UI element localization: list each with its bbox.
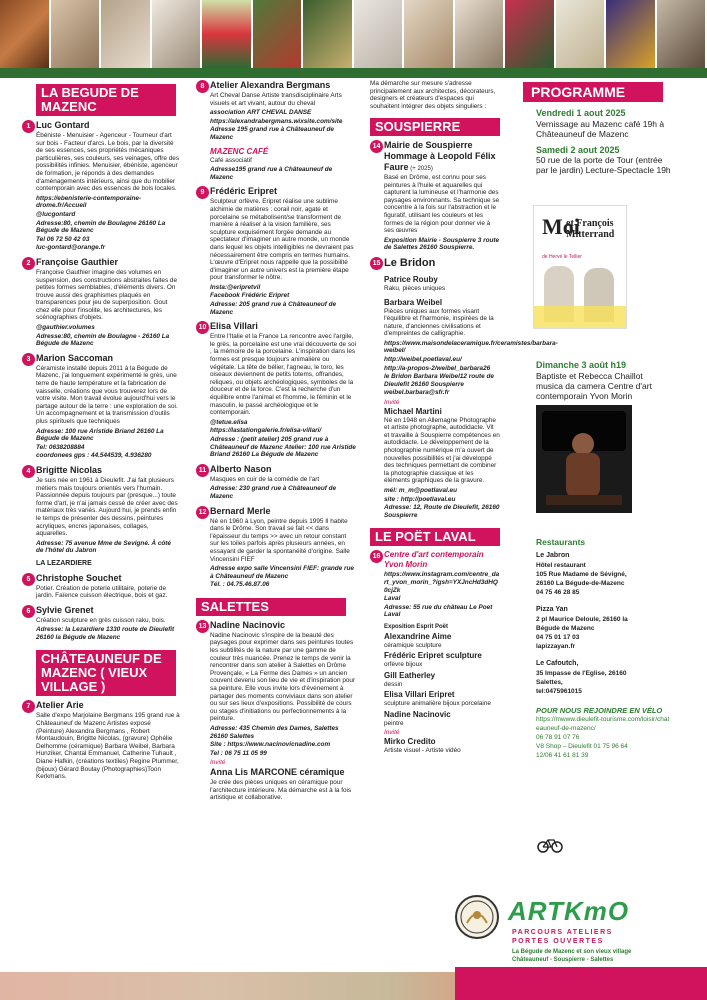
programme-title: PROGRAMME xyxy=(523,82,663,102)
entry-4: 4 Brigitte Nicolas Je suis née en 1961 à Dieulefit. J'ai fait plusieurs métiers mais toujours orientés vers l'humain. Passionnée depuis toujours par (presque...) toute forme d'art, je n'ai jamais cessé de créer avec des matériaux très variés. Aujourd hui, je prends enfin le temps de présenter des dessins, peintures acryliques, encres japonaises, collages, aquarelles. Adresse: 75 avenue Mme de Sevigné. À côté de l'hôtel du Jabron xyxy=(22,465,180,555)
lezardiere-label: LA LEZARDIERE xyxy=(36,559,92,567)
poster-image: Moi et François Mitterrand de Hervé le Tellier xyxy=(533,205,627,329)
column-begude xyxy=(22,80,180,786)
expo-list: Exposition Esprit Poët Alexandrine Aime céramique sculpture Frédéric Eripret sculpture orfèvre bijoux Gill Eatherley dessin Elisa Villari Eripret sculpture animalière bijoux porcelaine Nadine Nacinovic peintre Invité Mirko Credito Artiste visuel - Artiste vidéo xyxy=(384,623,491,755)
entry-8: 8 Atelier Alexandra Bergmans Art Cheval Danse Artiste transdisciplinaire Arts visuels et art vivant, autour du cheval association ART CHEVAL DANSE https://alexandrabergmans.wixsite.com/site Adresse 195 grand rue à Châteauneuf de Mazenc xyxy=(196,80,356,142)
column-souspierre: Ma démarche sur mesure s'adresse principalement aux architectes, décorateurs, designers et créateurs d'espaces qui souhaitent intégrer des objets singuliers : SOUSPIERRE 14 Mairie de Souspierre Hommage à Leopold Félix Faure (+ 2025) Basé en Drôme, est connu pour ses peintures à l'huile et aquarelles qui capturent la lumineuse et l'harmonie des paysages environnants. Sa technique se concentre à la fois sur l'abstraction et le figuratif, utilisant les couleurs et les formes de la région pour donner vie à ses œuvres Exposition Mairie - Souspierre 3 route de Salettes 26160 Souspierre. 15 Le Bridon Patrice Rouby Raku, pièces uniques Barbara Weibel Pièces uniques aux formes visant l'équilibre et l'harmonie, inspirées de la nature, d'anciennes civilisations et d'empreintes de calligraphie. https://www.maisondelaceramique.fr/ceramistes/barbara-weibel/ http://weibel.poetlaval.eu/ http://a-propos-2/weibel_barbara26 le Bridon Barbara Weibel12 route de Dieulefit 26160 Souspierre weibel.barbara@sfr.fr Invité Michael Martini Né en 1948 en Allemagne Photographe et artiste photographe, autodidacte. Vit et travaille à Souspierre compétences en autodidacte. Le développement de la photographie numérique m'a ouvert de nouvelles possibilités et j'ai développé des techniques permettant de combiner la photographie classique et les éléments graphiques de la gravure. mél: m_m@poetlaval.eu site : http://poetlaval.eu Adresse: 12, Route de Dieulefit, 26160 Souspierre LE POËT LAVAL 16 Centre d'art contemporain Yvon Morin https://www.instagram.com/centre_dart_yvon_morin_?igsh=YXJncHd3dHQ0cjZk Laval Adresse: 55 rue du château Le Poet Laval Exposition Esprit Poët Alexandrine Aime céramique sculpture Frédéric Eripret sculpture orfèvre bijoux Gill Eatherley dessin Elisa Villari Eripret sculpture animalière bijoux porcelaine Nadine Nacinovic peintre Invité Mirko Credito Artiste visuel - Artiste vidéo xyxy=(370,80,558,755)
brand-locations: La Bégude de Mazenc et son vieux village Châteauneuf - Souspierre - Salettes xyxy=(512,949,632,963)
photo-art xyxy=(303,0,354,68)
programme-block: Vendredi 1 aout 2025 Vernissage au Mazenc café 19h à Châteauneuf de Mazenc Samedi 2 aout 2025 50 rue de la porte de Tour (entrée par le jardin) Lecture-Spectacle 19h xyxy=(536,108,671,175)
pianist-body xyxy=(566,453,600,497)
entry-12: 12 Bernard Merle Né en 1960 à Lyon, peintre depuis 1995 Il habite dans le Drôme. Son travail se fait << dans l'épaisseur du temps >> avec un retour constant sur les toiles parfois après plusieurs années, en essayant de garder la spontanéité d'origine. Salle Vincensini FIEF Adresse expo salle Vincensini FIEF: grande rue à Châteauneuf de Mazenc Tél. : 04.75.46.87.06 xyxy=(196,506,356,589)
entry-5: 5 Christophe Souchet Potier. Création de poterie utilitaire, poterie de jardin. Faïence cuisson électrique, bois et gaz. xyxy=(22,573,180,600)
restaurants: Restaurants Le Jabron Hôtel restaurant 105 Rue Madame de Sévigné, 26160 La Bégude-de-Mazenc 04 75 46 28 85 Pizza Yan 2 pl Maurice Deloule, 26160 la Bégude de Mazenc 04 75 01 17 03 lapizzayan.fr Le Cafoutch, 35 Impasse de l'Eglise, 26160 Salettes, tel:0475961015 POUR NOUS REJOINDRE EN VÉLO https://mwww.dieulefit-tourisme.com/loisir/chateauneuf-de-mazenc/ 06 78 91 07 76 V8 Shop – Dieulefit 01 75 96 64 12/06 41 61 81 39 xyxy=(536,537,670,759)
photo-figures xyxy=(152,0,203,68)
entry-7: 7 Atelier Arie Salle d'expo Marjolaine Bergmans 195 grand rue à Châteauneuf de Mazenc Artistes exposé (Peinture) Alexandra Bergmans , Robert Montaudouin, Brigitte Nicolas, (gravure) Ophélie Delhomme (céramique) Barbara Weibel, Barbara Hunziker, Chantal Emmanuel, Catherine Tuhault , Diane Hafkin, (créations textiles) Regine Plummer, (bijoux) Gérard Boulay (Photographies)Toon Kerkmans. xyxy=(22,700,180,780)
section-chateauneuf: CHÂTEAUNEUF DE MAZENC ( VIEUX VILLAGE ) xyxy=(36,650,176,696)
weibel: Barbara Weibel Pièces uniques aux formes visant l'équilibre et l'harmonie, inspirées de la nature, d'anciennes civilisations et d'empreintes de calligraphie. https://www.maisondelaceramique.fr/ceramistes/barbara-weibel/ http://weibel.poetlaval.eu/ http://a-propos-2/weibel_barbara26 le Bridon Barbara Weibel12 route de Dieulefit 26160 Souspierre weibel.barbara@sfr.fr Invité Michael Martini Né en 1948 en Allemagne Photographe et artiste photographe, autodidacte. Vit et travaille à Souspierre compétences en autodidacte. Le développement de la photographie numérique m'a ouvert de nouvelles possibilités et j'ai développé des techniques permettant de combiner la photographie classique et les éléments graphiques de la gravure. mél: m_m@poetlaval.eu site : http://poetlaval.eu Adresse: 12, Route de Dieulefit, 26160 Souspierre xyxy=(384,297,558,519)
brand-logo: ARTKmO xyxy=(508,896,630,926)
photo-portrait xyxy=(657,0,707,68)
website-link[interactable]: https://ebenisterie-contemporaine-drome.fr/Accueil xyxy=(36,194,142,210)
entry-2: 2 Françoise Gauthier Françoise Gauthier imagine des volumes en suspension, des constructions abstraites faites de petites formes semblables, d'éléments divers. On trouve aussi des graphismes plaqués en transparences pour jeu de superposition. Gout chez elle pour l'insolite, les architectures, les scénographies d'objets. @gauthier.volumes Adresse:80, chemin de Boulagne - 26160 La Bégude de Mazenc xyxy=(22,257,180,348)
section-poet-laval: LE POËT LAVAL xyxy=(370,528,500,546)
photo-painting xyxy=(253,0,304,68)
entry-6: 6 Sylvie Grenet Création sculpture en grès cuisson raku, bois. Adresse: la Lezardiere 1330 route de Dieulefit 26160 la Bégude de Mazenc xyxy=(22,605,180,642)
entry-3: 3 Marion Saccoman Céramiste installé depuis 2011 à la Bégude de Mazenc, j'ai longuement expérimenté le grès, une terre de haute température et la fabrication de vaisselle, créations que vous trouverez lors de votre visite. Mon travail évolue aujourd'hui vers le partage autour de la terre : une exploration de soi. Un accompagnement et la transmission d'outils plus spirituels que techniques Adresse: 100 rue Aristide Briand 26160 La Bégude de Mazenc Tel: 0638208884 coordonees gps : 44.544539, 4.936280 xyxy=(22,353,180,460)
photo-jewel xyxy=(606,0,657,68)
artist-name: Luc Gontard xyxy=(36,120,90,130)
photo-strip xyxy=(0,0,707,68)
bicycle-icon xyxy=(537,837,563,853)
bench xyxy=(546,495,622,505)
seal-logo xyxy=(455,895,499,939)
entry-14: 14 Mairie de Souspierre Hommage à Leopold Félix Faure (+ 2025) Basé en Drôme, est connu pour ses peintures à l'huile et aquarelles qui capturent la lumineuse et l'harmonie des paysages environnants. Sa technique se concentre à la fois sur l'abstraction et le figuratif, utilisant les couleurs et les formes de la région pour donner vie à ses œuvres Exposition Mairie - Souspierre 3 route de Salettes 26160 Souspierre. xyxy=(370,140,500,252)
entry-10: 10 Elisa Villari Entre l'Italie et la France La rencontre avec l'argile, le grès, la porcelaine est une vrai découverte de soi , la mémoire de la porcelaine. L'inspiration dans les formes est presque toujours animalière ou végétale. La tête de bélier, l'agneau, le toro, les oiseaux deviennent de petits totems, offrandes, reliques, ou objets archéologiques, symboles de la douceur et de la force. C'est la recherche d'un équilibre entre l'animal et l'homme, le féminin et le masculin, le passé archéologique et le contemporain. @tetue.elisa https://lastationgalerie.fr/elisa-villari/ Adresse : (petit atelier) 205 grand rue à Châteauneuf de Mazenc Atelier: 100 rue Aristide Briand 26160 La Bégude de Mazenc xyxy=(196,321,356,459)
section-begude: LA BEGUDE DE MAZENC xyxy=(36,84,176,116)
photo-sculpture xyxy=(354,0,405,68)
rouby: Patrice Rouby Raku, pièces uniques xyxy=(384,274,446,292)
poster-footer xyxy=(534,306,626,328)
badge-1: 1 xyxy=(22,120,35,133)
green-band xyxy=(0,68,707,78)
entry-1: 1 Luc Gontard Ébéniste - Menuisier - Agenceur - Tourneur d'art sur bois - Facteur d'arcs. Le bois, par la diversité de ses essences, ses propriétés mécaniques particulières, ses couleurs, ses veinages, offre des possibilités infinies. Menuisier, ébéniste, agenceur de formation, je réponds à des demandes d'aménagements intérieurs, ainsi que du mobilier contemporain avec des essences de bois locales. https://ebenisterie-contemporaine-drome.fr/Accueil @lucgontard Adresse:80, chemin de Boulagne 26160 La Bégude de Mazenc Tel 06 72 50 42 03 luc-gontard@orange.fr xyxy=(22,120,180,252)
section-souspierre: SOUSPIERRE xyxy=(370,118,500,136)
entry-11: 11 Alberto Nason Masques en cuir de la comédie de l'art Adresse: 230 grand rue à Châteauneuf de Mazenc xyxy=(196,464,356,501)
mazenc-cafe: MAZENC CAFÉ Café associatif Adresse195 grand rue à Châteauneuf de Mazenc xyxy=(210,146,333,181)
entry-9: 9 Frédéric Eripret Sculpteur orfèvre. Eripret réalise une sublime alchimie de matières : corail noir, agate et porcelaine se métabolisent/se transforment de manière à réaliser à la vision familière, ses sculpture exquisément forgée demande au spectateur d'imaginer un autre monde, un monde dans lequel les objets intelligibles ne devraient pas nécessairement être compris en termes humains. L'œuvre d'Eripret nous rappelle que la possibilité d'imaginer un autre univers est la première étape pour transformer le nôtre. Insta:@eripretvil Facebook Frédéric Eripret Adresse: 205 grand rue à Châteauneuf de Mazenc xyxy=(196,186,356,316)
photo-book xyxy=(556,0,607,68)
photo-flowers xyxy=(505,0,556,68)
photo-bowls xyxy=(455,0,506,68)
entry-13: 13 Nadine Nacinovic Nadine Nacinovic s'inspire de la beauté des paysages pour exprimer dans ses peintures toutes les subtilités de la nature par une gamme de couleur très nuancée. Prenez le temps de venir la rencontrer dans son atelier à Salettes en Drôme Provençale, « La Ferme des Dames » un ancien couvent devenu son lieu de vie et d'inspiration pour sa peinture. Elle vous invite lors d'événement à partager des moments conviviaux dans son atelier ou sur ses lieux d'expositions. Possibilité de cours ou stages d'initiations ou perfectionnements à la peinture. Adresse: 435 Chemin des Dames, Salettes 26160 Salettes Site : https://www.nacinovicnadine.com Tel : 06 75 11 05 99 Invité Anna Lis MARCONE céramique Je crée des pièces uniques en céramique pour l'architecture intérieure. Ma démarche est à la fois artistique et collaborative. xyxy=(196,620,356,802)
pianist-head xyxy=(572,433,594,455)
column-chateauneuf xyxy=(196,80,356,807)
programme-sunday: Dimanche 3 août h19 Baptiste et Rebecca Chaillot musica da camera Centre d'art contemporain Yvon Morin xyxy=(536,360,652,401)
photo-wood-bowl xyxy=(0,0,51,68)
brand-subtitle: PARCOURS ATELIERS PORTES OUVERTES xyxy=(512,929,613,945)
entry-16: 16 Centre d'art contemporain Yvon Morin https://www.instagram.com/centre_dart_yvon_morin_?igsh=YXJncHd3dHQ0cjZk Laval Adresse: 55 rue du château Le Poet Laval xyxy=(370,550,500,619)
photo-pottery xyxy=(51,0,102,68)
photo-landscape xyxy=(202,0,253,68)
pianist-photo xyxy=(536,405,632,513)
photo-vase xyxy=(404,0,455,68)
photo-ceramic xyxy=(101,0,152,68)
entry-15: 15 Le Bridon xyxy=(370,257,500,270)
bottom-pink-bar xyxy=(455,967,707,1000)
section-salettes: SALETTES xyxy=(196,598,346,616)
